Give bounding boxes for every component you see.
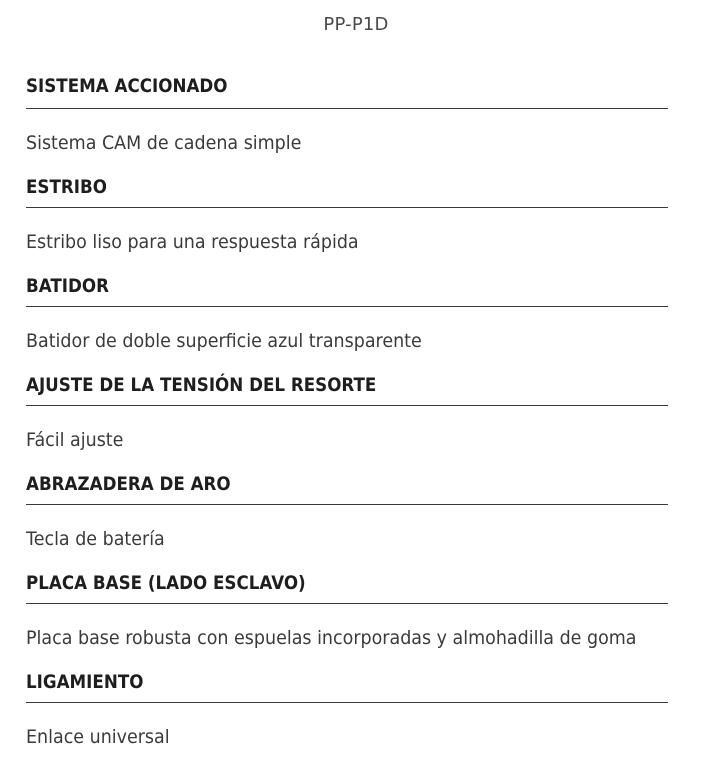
spec-value — [26, 505, 668, 559]
spec-heading — [26, 559, 668, 604]
spec-heading — [26, 62, 668, 109]
spec-heading-text: LIGAMIENTO — [26, 671, 144, 693]
spec-item-abrazadera-aro — [26, 460, 668, 559]
spec-value-text: Estribo liso para una respuesta rápida — [26, 231, 359, 253]
spec-value-text: Enlace universal — [26, 726, 170, 748]
spec-value-text: Batidor de doble superficie azul transparente — [26, 330, 422, 352]
spec-value — [26, 703, 668, 757]
spec-item-ajuste-tension — [26, 361, 668, 460]
spec-value-text: Fácil ajuste — [26, 429, 124, 451]
spec-value — [26, 406, 668, 460]
spec-heading — [26, 262, 668, 307]
spec-value — [26, 109, 668, 163]
spec-heading-text: PLACA BASE (LADO ESCLAVO) — [26, 572, 306, 594]
spec-value-text: Sistema CAM de cadena simple — [26, 132, 302, 154]
spec-item-sistema-accionado — [26, 62, 668, 163]
spec-heading — [26, 658, 668, 703]
spec-heading — [26, 361, 668, 406]
spec-value — [26, 307, 668, 361]
spec-list — [26, 62, 668, 757]
spec-heading-text: ABRAZADERA DE ARO — [26, 473, 231, 495]
spec-value-text: Placa base robusta con espuelas incorporadas y almohadilla de goma — [26, 627, 637, 649]
spec-value-text: Tecla de batería — [26, 528, 165, 550]
model-title: PP-P1D — [323, 14, 389, 35]
spec-item-estribo — [26, 163, 668, 262]
spec-item-placa-base — [26, 559, 668, 658]
spec-value — [26, 604, 668, 658]
spec-heading — [26, 460, 668, 505]
spec-value — [26, 208, 668, 262]
spec-heading-text: AJUSTE DE LA TENSIÓN DEL RESORTE — [26, 374, 377, 396]
spec-heading — [26, 163, 668, 208]
spec-item-ligamiento — [26, 658, 668, 757]
spec-heading-text: BATIDOR — [26, 275, 109, 297]
spec-item-batidor — [26, 262, 668, 361]
spec-heading-text: ESTRIBO — [26, 176, 107, 198]
spec-heading-text: SISTEMA ACCIONADO — [26, 75, 228, 97]
